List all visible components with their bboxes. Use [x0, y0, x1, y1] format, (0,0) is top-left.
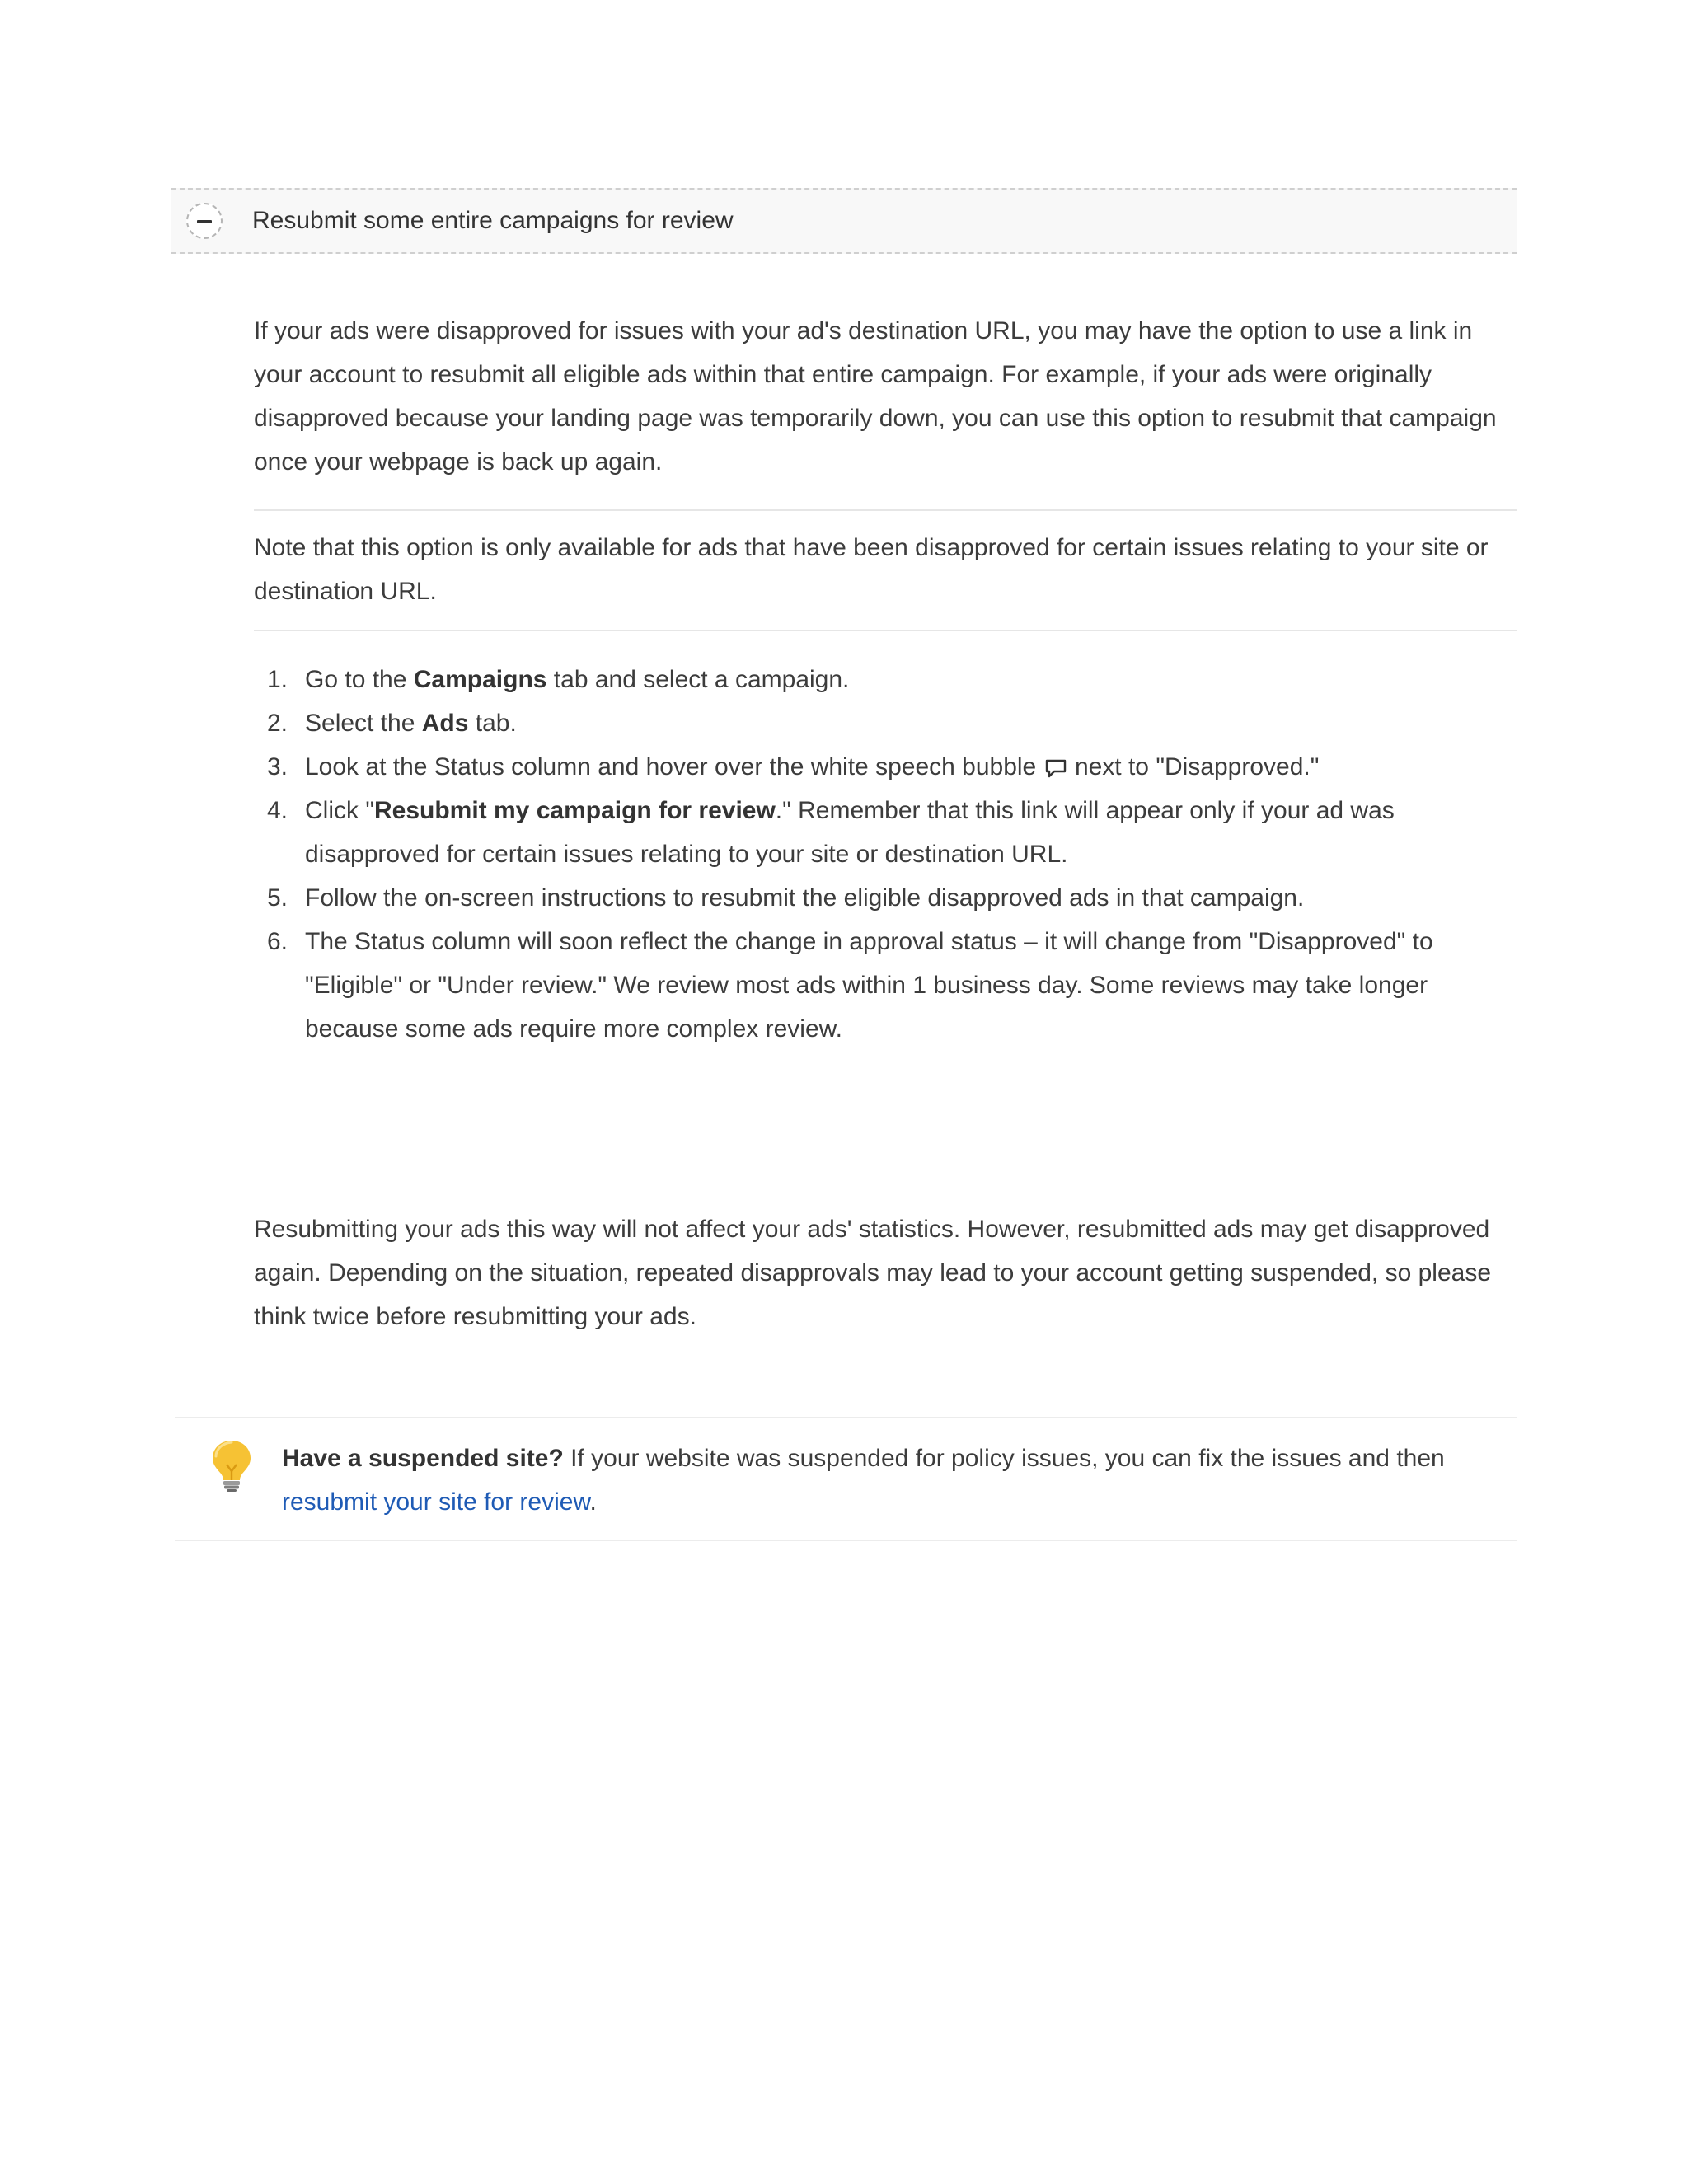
- step-text: Follow the on-screen instructions to resubmit the eligible disapproved ads in that campaign.: [305, 884, 1305, 912]
- step-text: ." Remember that this link will appear only if your ad was disapproved for certain issues relating to your site or destination URL.: [305, 797, 1395, 868]
- step-item: [254, 876, 1523, 920]
- closing-paragraph: [254, 1207, 1517, 1338]
- step-bold-text: Campaigns: [413, 666, 547, 693]
- step-text: tab.: [468, 710, 517, 737]
- step-text: Click ": [305, 797, 374, 824]
- step-number: 2.: [267, 710, 288, 737]
- step-item: [254, 920, 1523, 1051]
- tip-body: If your website was suspended for policy issues, you can fix the issues and then: [563, 1445, 1445, 1472]
- lightbulb-icon: [209, 1438, 254, 1493]
- collapse-minus-icon[interactable]: [186, 203, 223, 239]
- step-number: 1.: [267, 666, 288, 693]
- step-item: [254, 701, 1523, 745]
- resubmit-site-link[interactable]: resubmit your site for review: [282, 1488, 590, 1516]
- step-text: tab and select a campaign.: [546, 666, 850, 693]
- step-text: next to "Disapproved.": [1074, 753, 1320, 780]
- step-text: Look at the Status column and hover over the white speech bubble: [305, 753, 1037, 780]
- steps-list: [254, 658, 1523, 1051]
- step-text: Select the: [305, 710, 422, 737]
- step-text: The Status column will soon reflect the change in approval status – it will change from "Disapproved" to "Eligible" or "Under review." We review most ads within 1 business day. Some reviews may take longer because some ads require more complex review.: [305, 928, 1433, 1043]
- tip-suffix: .: [589, 1488, 597, 1516]
- accordion-header-resubmit-campaigns[interactable]: [171, 188, 1517, 254]
- note-text: Note that this option is only available for ads that have been disapproved for certain issues relating to your site or destination URL.: [254, 534, 1489, 605]
- tip-divider-top: [175, 1417, 1517, 1418]
- step-number: 3.: [267, 753, 288, 780]
- tip-heading: Have a suspended site?: [282, 1445, 564, 1472]
- step-item: [254, 658, 1523, 701]
- step-number: 4.: [267, 797, 288, 824]
- closing-text: Resubmitting your ads this way will not affect your ads' statistics. However, resubmitted ads may get disapproved again. Depending on the situation, repeated disapprovals may lead to your account getting suspended, so please think twice before resubmitting your ads.: [254, 1216, 1492, 1330]
- divider: [254, 630, 1517, 631]
- intro-text: If your ads were disapproved for issues with your ad's destination URL, you may have the option to use a link in your account to resubmit all eligible ads within that entire campaign. For example, if your ads were originally disapproved because your landing page was temporarily down, you can use this option to resubmit that campaign once your webpage is back up again.: [254, 317, 1497, 476]
- step-number: 6.: [267, 928, 288, 955]
- tip-divider-bottom: [175, 1540, 1517, 1541]
- intro-paragraph: [254, 309, 1517, 484]
- step-item: [254, 745, 1523, 789]
- step-bold-text: Resubmit my campaign for review: [373, 797, 776, 824]
- step-text: Go to the: [305, 666, 414, 693]
- step-item: [254, 789, 1523, 876]
- step-bold-text: Ads: [421, 710, 469, 737]
- tip-text: [282, 1436, 1518, 1524]
- speech-bubble-icon[interactable]: [1045, 759, 1067, 777]
- step-number: 5.: [267, 884, 288, 912]
- divider: [254, 509, 1517, 511]
- accordion-title[interactable]: Resubmit some entire campaigns for review: [252, 207, 734, 234]
- note-paragraph: [254, 526, 1517, 613]
